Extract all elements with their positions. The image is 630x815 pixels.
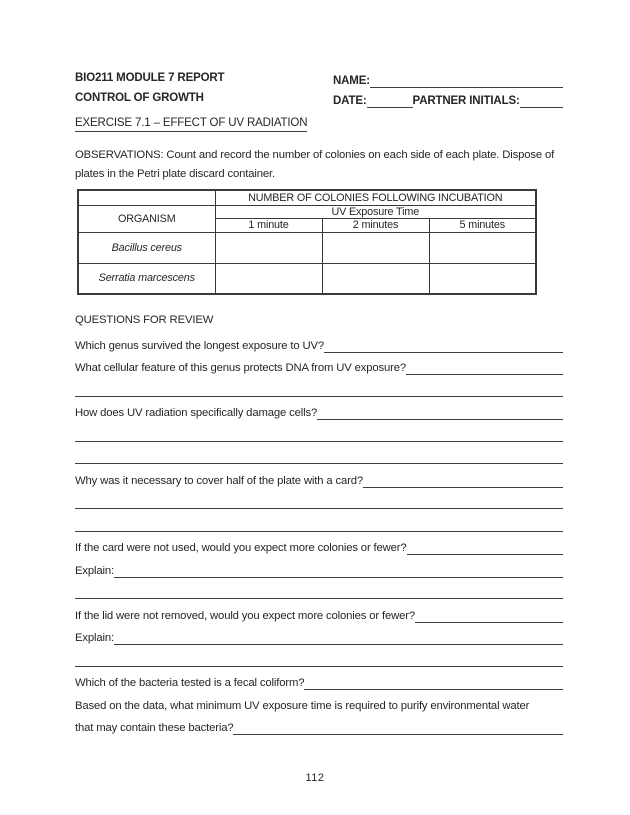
answer-blank-line	[75, 375, 563, 397]
question-text: What cellular feature of this genus protects DNA from UV exposure?	[75, 362, 407, 374]
explain-label: Explain:	[75, 564, 114, 577]
answer-blank	[363, 476, 563, 488]
question-line	[75, 668, 563, 691]
question-text: that may contain these bacteria?	[75, 722, 234, 734]
organism-name-cell: Serratia marcescens	[78, 263, 215, 294]
explain-line	[75, 555, 563, 578]
count-cell	[429, 263, 536, 294]
question-line	[75, 713, 563, 736]
answer-blank-line	[75, 443, 563, 465]
answer-blank-line	[75, 488, 563, 510]
name-label: NAME:	[333, 75, 370, 87]
report-title-block	[75, 68, 224, 108]
explain-line	[75, 623, 563, 646]
answer-blank	[304, 678, 563, 690]
partner-initials-label: PARTNER INITIALS:	[412, 95, 520, 107]
empty-corner-cell	[78, 190, 215, 205]
name-row	[333, 68, 563, 88]
answer-blank-line	[75, 510, 563, 532]
time-column-header: 1 minute	[215, 218, 322, 232]
partner-initials-blank	[520, 94, 563, 108]
answer-blank	[406, 363, 563, 375]
observations-paragraph: OBSERVATIONS: Count and record the number of colonies on each side of each plate. Dispose of plates in the Petri plate discard container.	[75, 149, 555, 180]
table-row	[78, 205, 536, 218]
count-cell	[429, 232, 536, 263]
organism-name-cell: Bacillus cereus	[78, 232, 215, 263]
answer-blank	[415, 611, 563, 623]
answer-blank-line	[75, 420, 563, 442]
questions-heading: QUESTIONS FOR REVIEW	[75, 314, 214, 326]
question-text: If the card were not used, would you expect more colonies or fewer?	[75, 542, 407, 554]
name-blank	[370, 74, 563, 88]
student-info-block	[333, 68, 563, 108]
table-row	[78, 232, 536, 263]
question-text: If the lid were not removed, would you expect more colonies or fewer?	[75, 609, 416, 622]
answer-blank-line	[75, 645, 563, 667]
table-row	[78, 190, 536, 205]
date-label: DATE:	[333, 95, 367, 107]
question-line	[75, 600, 563, 623]
question-text: Which of the bacteria tested is a fecal coliform?	[75, 677, 305, 689]
answer-blank	[114, 566, 563, 578]
explain-label: Explain:	[75, 632, 114, 644]
table-row	[78, 263, 536, 294]
organism-header-cell: ORGANISM	[78, 205, 215, 232]
date-row	[333, 88, 563, 108]
answer-blank	[407, 543, 563, 555]
report-title: BIO211 MODULE 7 REPORT	[75, 72, 225, 84]
answer-blank	[233, 723, 563, 735]
question-line	[75, 398, 563, 421]
question-text: Why was it necessary to cover half of the plate with a card?	[75, 474, 363, 487]
questions-section	[75, 330, 563, 735]
time-column-header: 5 minutes	[429, 218, 536, 232]
count-cell	[215, 263, 322, 294]
page-number: 112	[305, 772, 325, 784]
exercise-title: EXERCISE 7.1 – EFFECT OF UV RADIATION	[75, 117, 307, 132]
question-text: Based on the data, what minimum UV exposure time is required to purify environmental water	[75, 699, 530, 712]
count-cell	[322, 232, 429, 263]
answer-blank	[114, 633, 563, 645]
colonies-table	[77, 189, 537, 295]
date-blank	[367, 94, 413, 108]
question-text: How does UV radiation specifically damage cells?	[75, 407, 318, 419]
time-column-header: 2 minutes	[322, 218, 429, 232]
count-cell	[322, 263, 429, 294]
report-subtitle: CONTROL OF GROWTH	[75, 92, 204, 104]
question-line	[75, 465, 563, 488]
question-line	[75, 353, 563, 376]
main-header-cell: NUMBER OF COLONIES FOLLOWING INCUBATION	[215, 190, 536, 205]
question-text: Which genus survived the longest exposure to UV?	[75, 339, 325, 352]
sub-header-cell: UV Exposure Time	[215, 205, 536, 218]
answer-blank	[324, 341, 563, 353]
answer-blank	[317, 408, 563, 420]
question-line	[75, 690, 563, 713]
question-line	[75, 533, 563, 556]
count-cell	[215, 232, 322, 263]
answer-blank-line	[75, 578, 563, 600]
question-line	[75, 330, 563, 353]
